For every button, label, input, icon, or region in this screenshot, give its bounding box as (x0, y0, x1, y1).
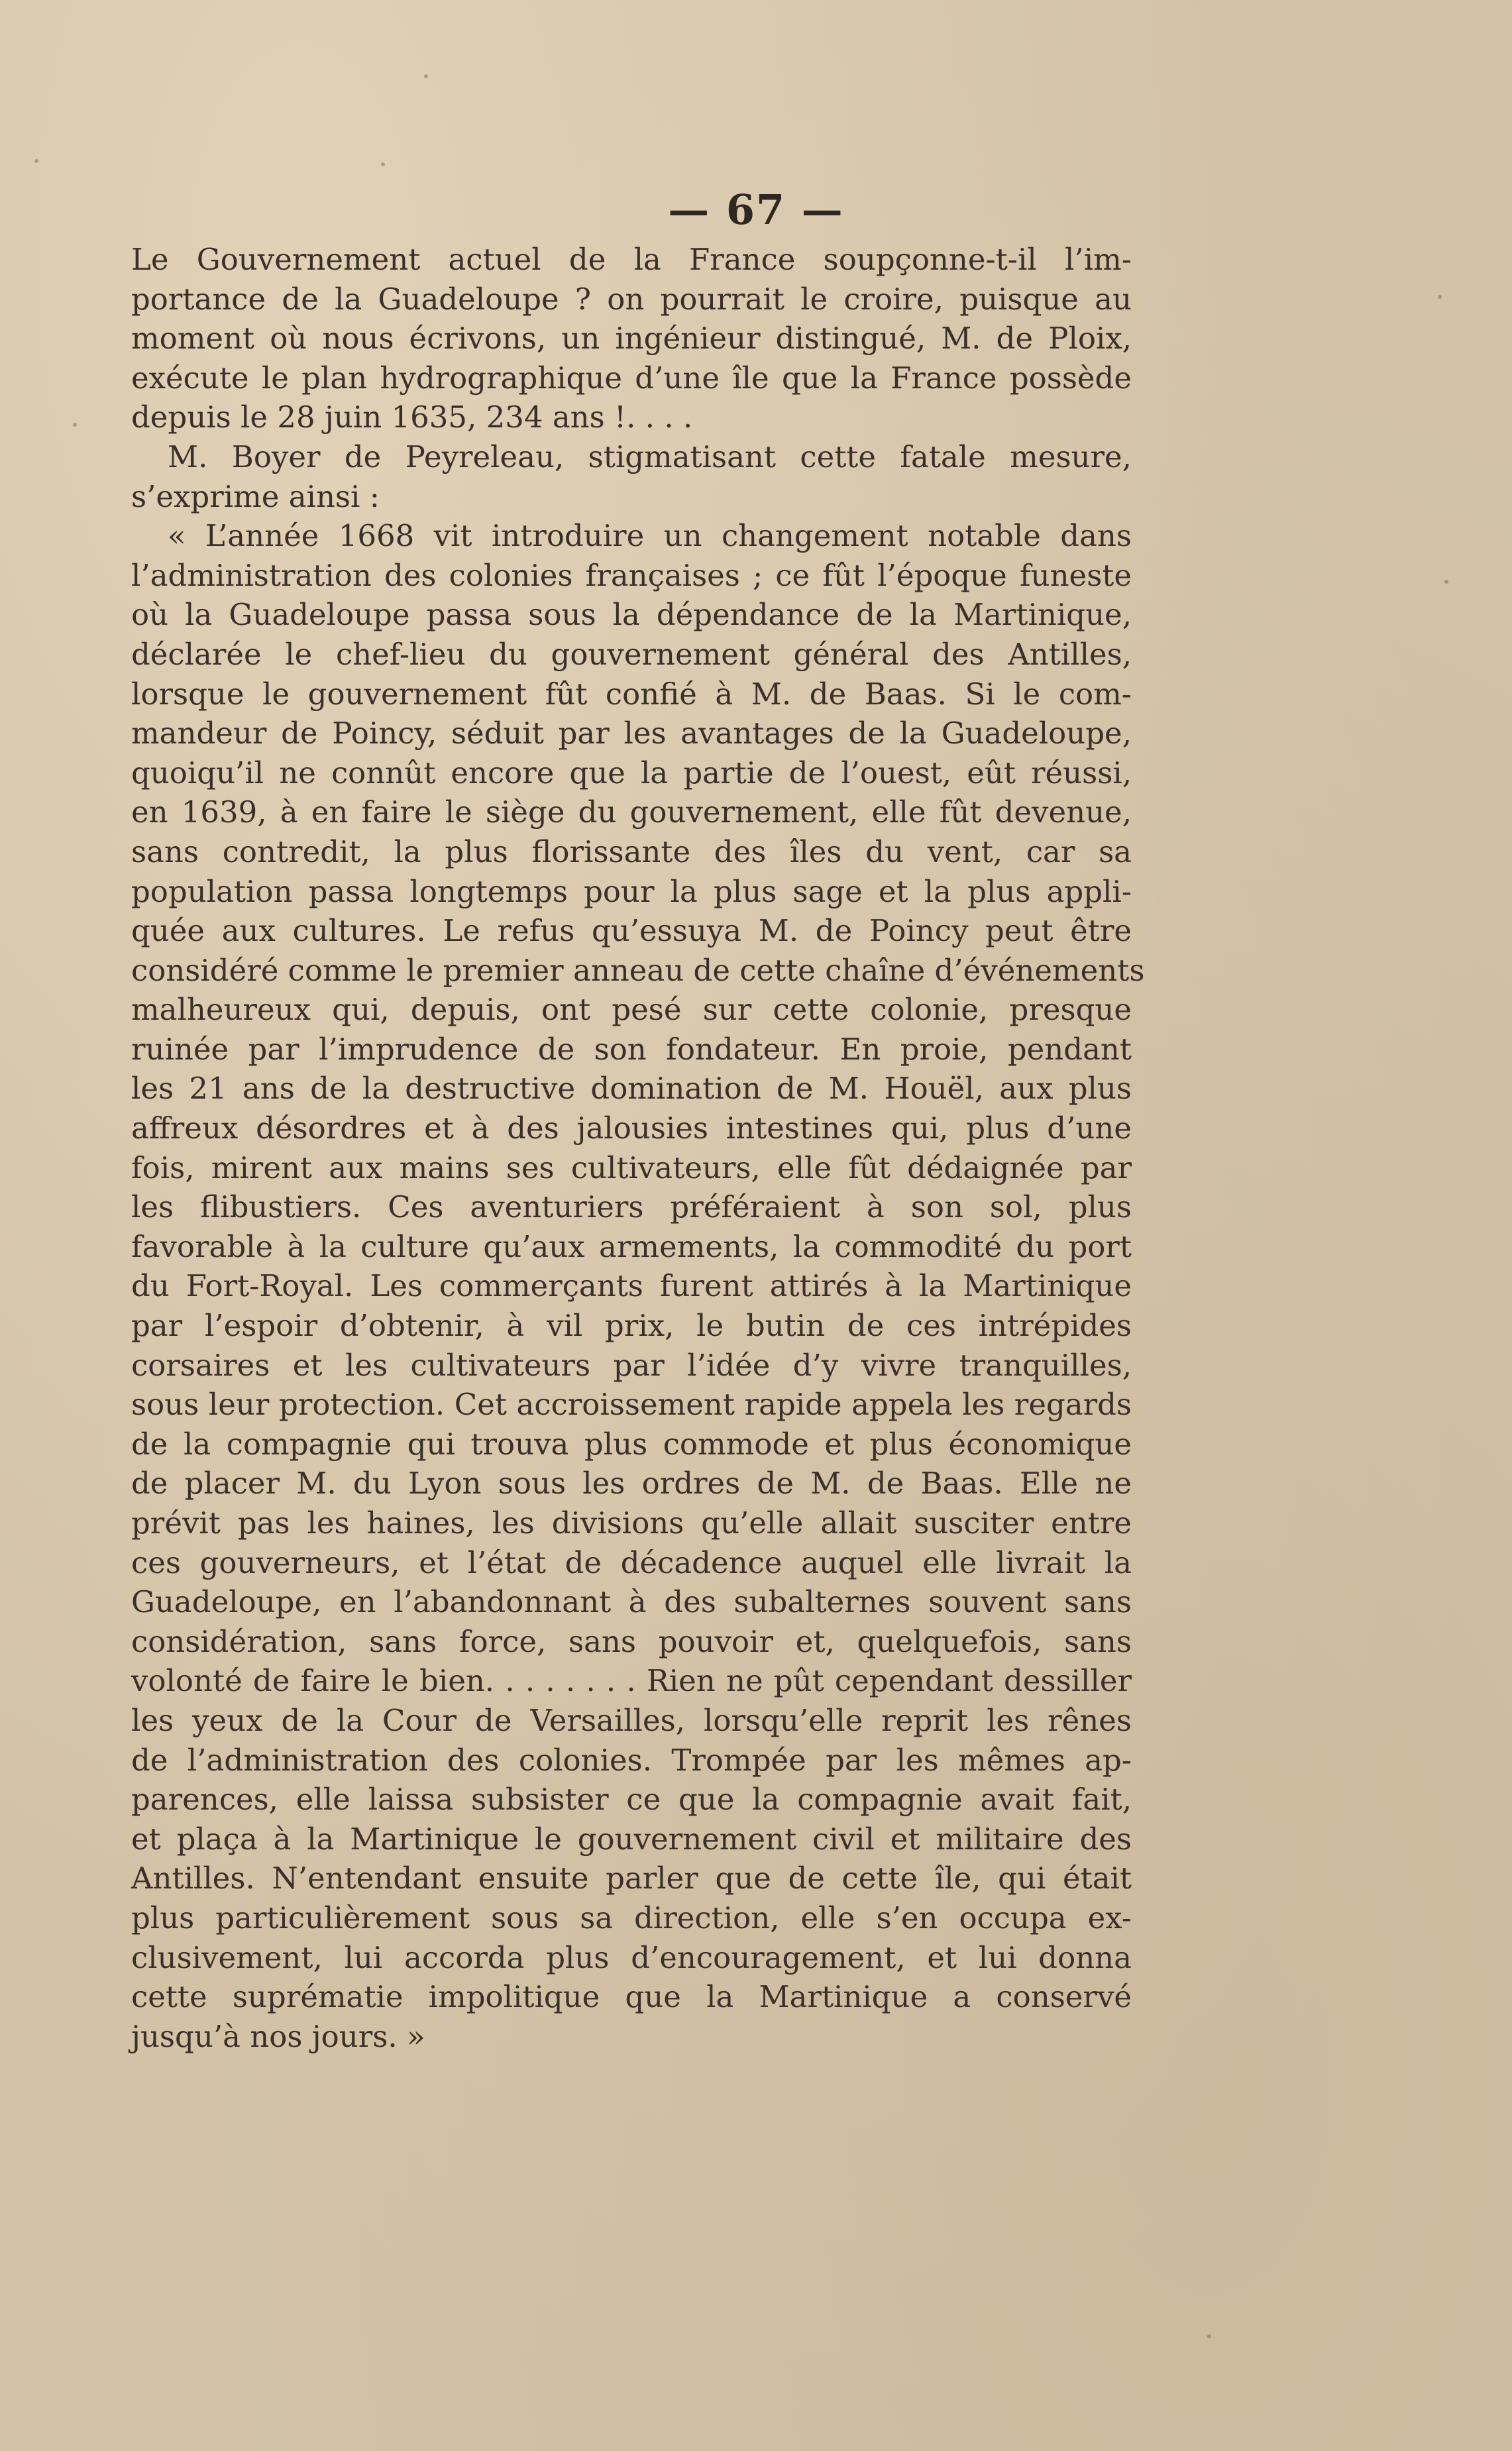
text-line: « L’année 1668 vit introduire un changement notable dans (168, 518, 1132, 554)
text-line: les flibustiers. Ces aventuriers préféraient à son sol, plus (131, 1189, 1132, 1225)
text-line: depuis le 28 juin 1635, 234 ans !. . . . (131, 400, 693, 435)
paper-speck (34, 159, 38, 163)
paper-speck (424, 74, 428, 78)
text-line: quée aux cultures. Le refus qu’essuya M. de Poincy peut être (131, 913, 1132, 949)
text-line: M. Boyer de Peyreleau, stigmatisant cette fatale mesure, (168, 439, 1132, 474)
text-line: de la compagnie qui trouva plus commode et plus économique (131, 1426, 1132, 1462)
text-line: et plaça à la Martinique le gouvernement civil et militaire des (131, 1821, 1132, 1857)
text-line: cette suprématie impolitique que la Martinique a conservé (131, 1979, 1132, 2015)
text-line: parences, elle laissa subsister ce que la compagnie avait fait, (131, 1782, 1132, 1818)
text-line: exécute le plan hydrographique d’une île que la France possède (131, 360, 1132, 396)
text-line: du Fort-Royal. Les commerçants furent attirés à la Martinique (131, 1268, 1132, 1304)
text-line: considération, sans force, sans pouvoir et, quelquefois, sans (131, 1623, 1132, 1659)
text-line: ces gouverneurs, et l’état de décadence auquel elle livrait la (131, 1545, 1132, 1580)
text-line: volonté de faire le bien. . . . . . . . Rien ne pût cependant dessiller (131, 1663, 1132, 1699)
text-line: de l’administration des colonies. Trompée par les mêmes ap- (131, 1742, 1132, 1778)
paper-speck (73, 423, 77, 427)
text-line: moment où nous écrivons, un ingénieur distingué, M. de Ploix, (131, 321, 1132, 356)
text-line: ruinée par l’imprudence de son fondateur. En proie, pendant (131, 1031, 1132, 1067)
paper-speck (1207, 2334, 1211, 2338)
paper-speck (1444, 580, 1448, 584)
text-line: en 1639, à en faire le siège du gouvernement, elle fût devenue, (131, 794, 1132, 830)
paper-speck (381, 162, 385, 166)
text-line: Le Gouvernement actuel de la France soupçonne-t-il l’im- (131, 242, 1132, 277)
text-line: où la Guadeloupe passa sous la dépendance de la Martinique, (131, 597, 1132, 633)
text-line: lorsque le gouvernement fût confié à M. de Baas. Si le com- (131, 676, 1132, 712)
text-line: par l’espoir d’obtenir, à vil prix, le butin de ces intrépides (131, 1308, 1132, 1344)
text-line: s’exprime ainsi : (131, 478, 380, 514)
text-line: l’administration des colonies françaises ; ce fût l’époque funeste (131, 557, 1132, 593)
text-line: mandeur de Poincy, séduit par les avantages de la Guadeloupe, (131, 716, 1132, 751)
text-line: sous leur protection. Cet accroissement rapide appela les regards (131, 1387, 1132, 1423)
text-line: favorable à la culture qu’aux armements, la commodité du port (131, 1228, 1132, 1264)
text-line: Antilles. N’entendant ensuite parler que de cette île, qui était (131, 1861, 1132, 1896)
text-line: clusivement, lui accorda plus d’encouragement, et lui donna (131, 1939, 1132, 1975)
text-line: malheureux qui, depuis, ont pesé sur cette colonie, presque (131, 992, 1132, 1028)
text-line: jusqu’à nos jours. » (131, 2018, 425, 2054)
text-line: corsaires et les cultivateurs par l’idée d’y vivre tranquilles, (131, 1347, 1132, 1383)
text-line: prévit pas les haines, les divisions qu’elle allait susciter entre (131, 1505, 1132, 1541)
text-line: quoiqu’il ne connût encore que la partie de l’ouest, eût réussi, (131, 755, 1132, 790)
paper-speck (1438, 295, 1442, 299)
text-line: population passa longtemps pour la plus sage et la plus appli- (131, 873, 1132, 909)
text-line: portance de la Guadeloupe ? on pourrait le croire, puisque au (131, 281, 1132, 317)
page-number: — 67 — (668, 186, 844, 234)
text-line: les 21 ans de la destructive domination de M. Houël, aux plus (131, 1071, 1132, 1107)
text-line: affreux désordres et à des jalousies intestines qui, plus d’une (131, 1111, 1132, 1146)
text-line: sans contredit, la plus florissante des îles du vent, car sa (131, 834, 1132, 869)
body-text (131, 240, 1145, 2056)
text-line: de placer M. du Lyon sous les ordres de M. de Baas. Elle ne (131, 1466, 1132, 1501)
text-line: fois, mirent aux mains ses cultivateurs, elle fût dédaignée par (131, 1150, 1132, 1185)
text-line: les yeux de la Cour de Versailles, lorsqu’elle reprit les rênes (131, 1702, 1132, 1738)
text-line: déclarée le chef-lieu du gouvernement général des Antilles, (131, 636, 1132, 672)
text-line: plus particulièrement sous sa direction, elle s’en occupa ex- (131, 1900, 1132, 1935)
text-line: Guadeloupe, en l’abandonnant à des subalternes souvent sans (131, 1584, 1132, 1620)
text-line: considéré comme le premier anneau de cette chaîne d’événements (131, 952, 1145, 988)
